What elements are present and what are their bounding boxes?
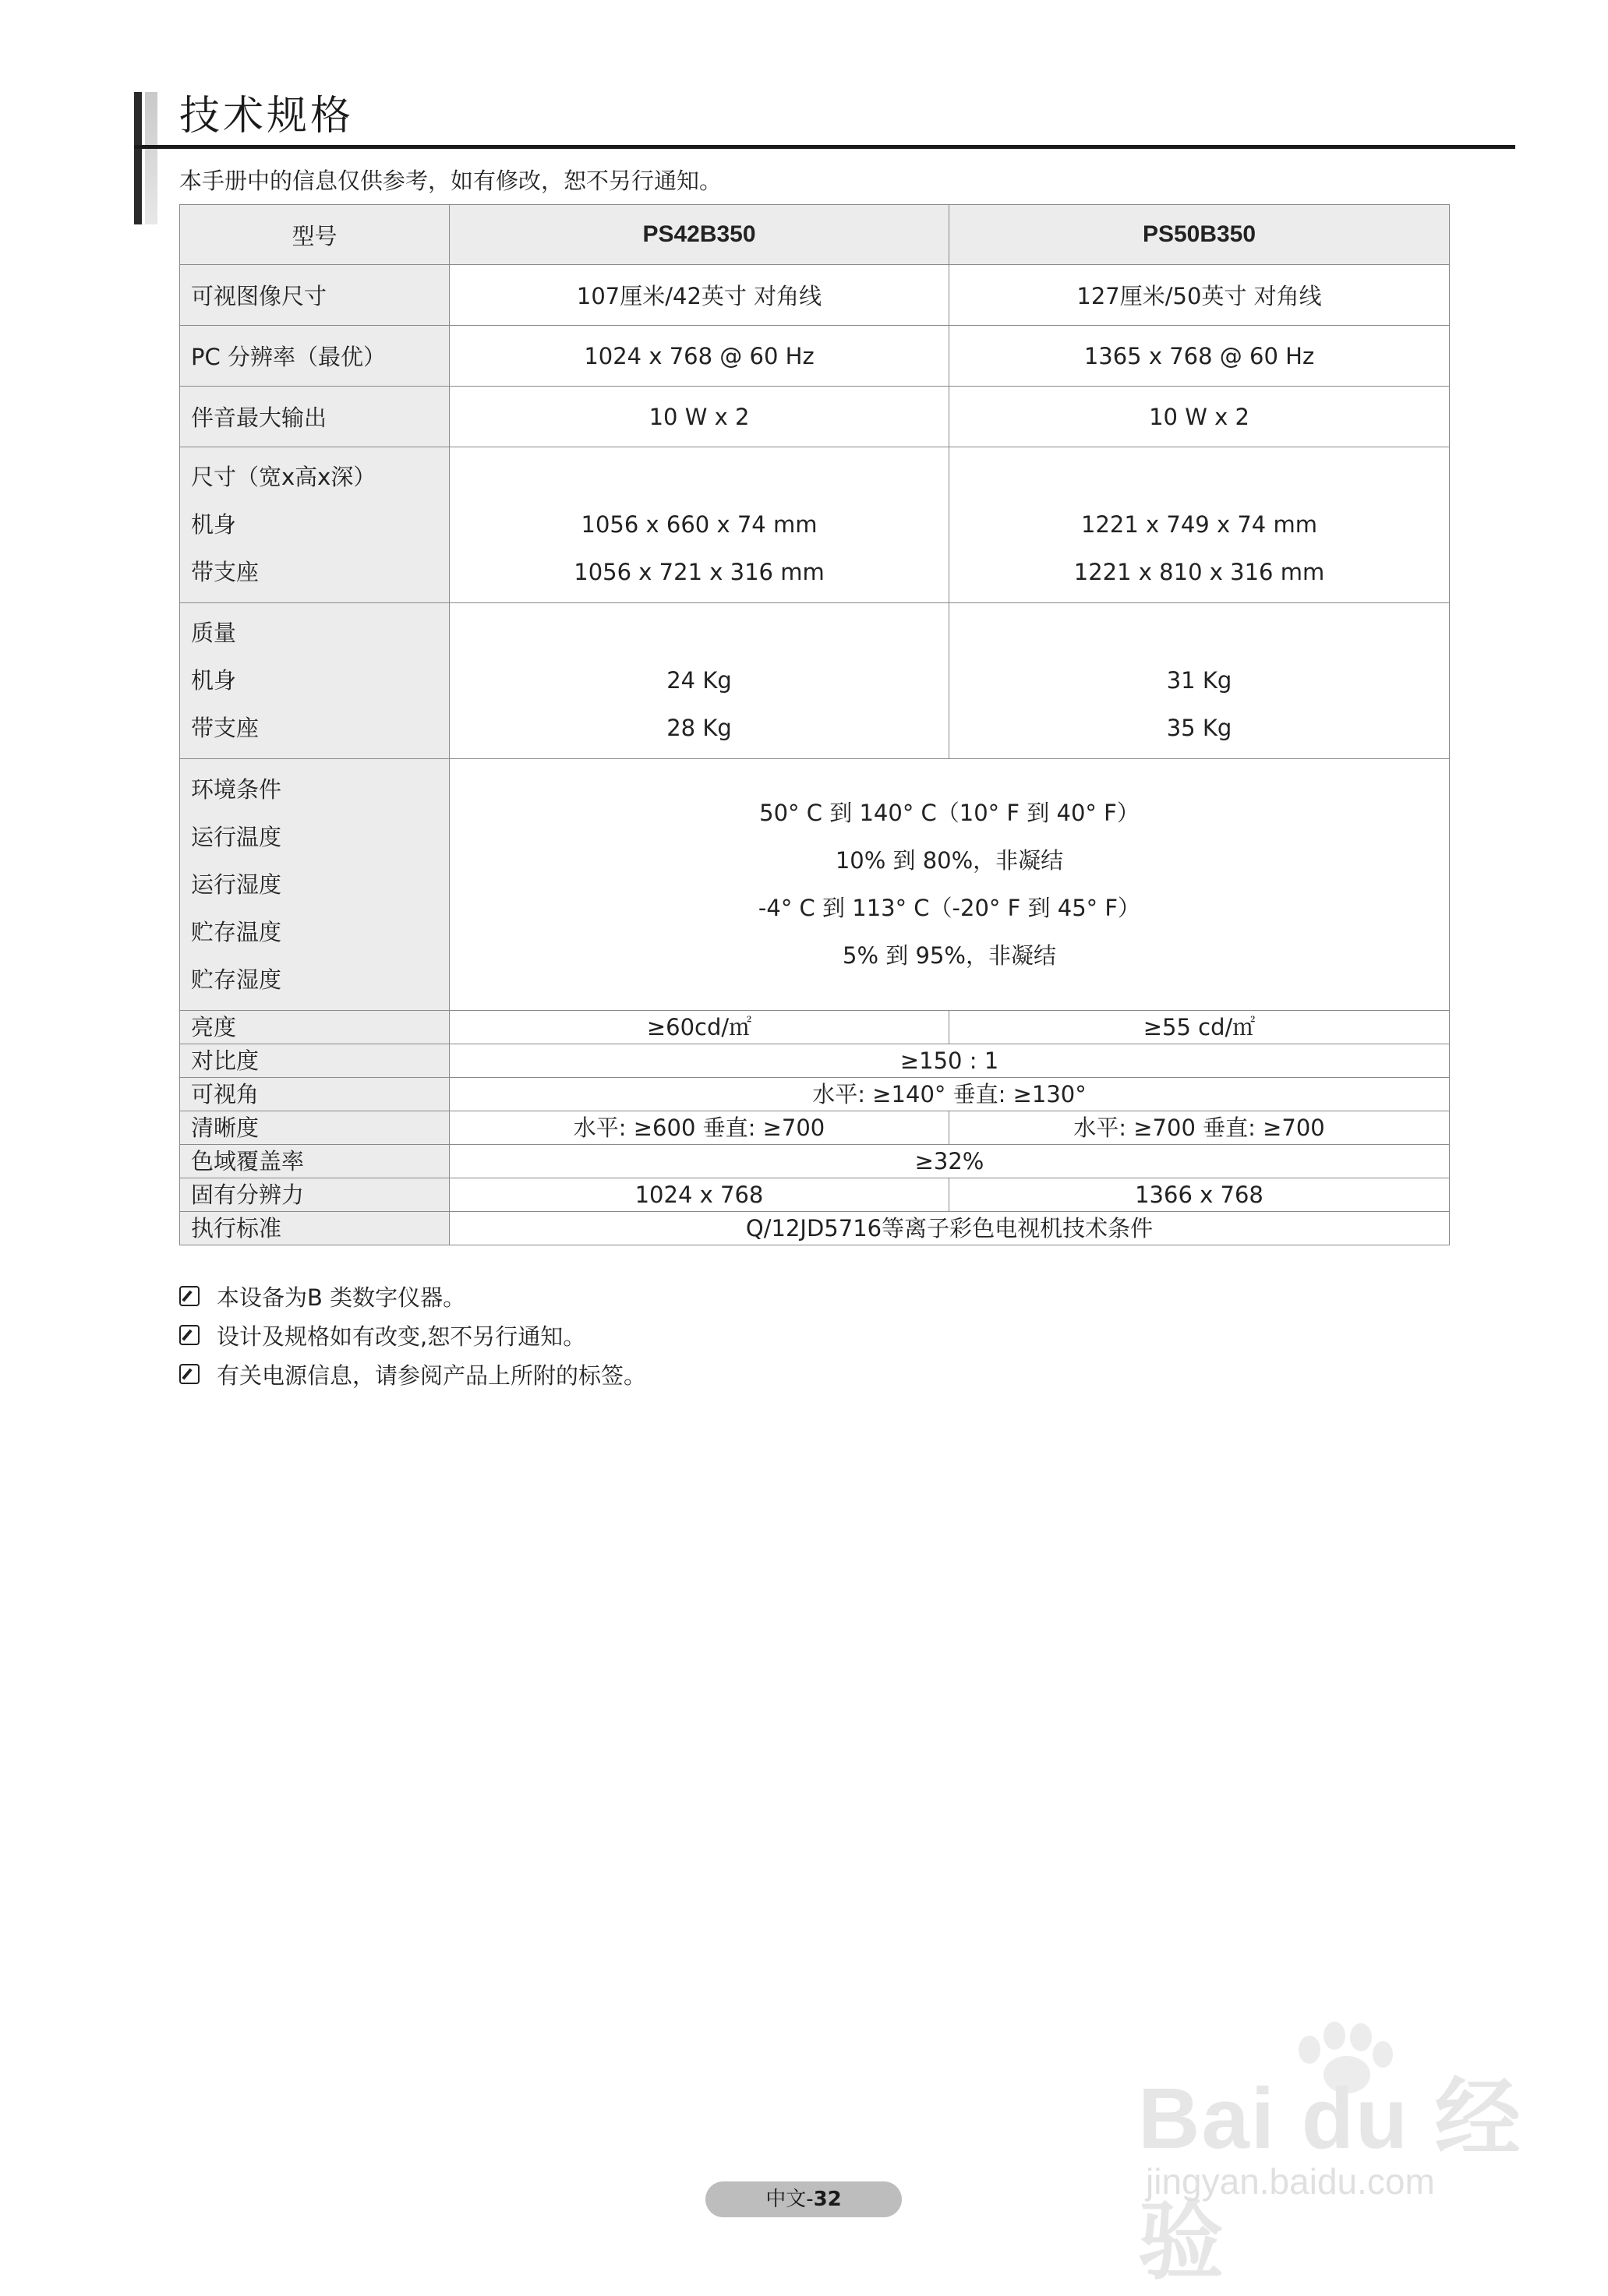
- note-pencil-icon: [179, 1286, 200, 1306]
- cell-a: [450, 447, 949, 603]
- b-body-dims: 1221 x 749 x 74 mm: [1081, 511, 1317, 538]
- table-row: [180, 1178, 1450, 1212]
- table-row: [180, 759, 1450, 1011]
- cell-b: 水平: ≥700 垂直: ≥700: [949, 1111, 1450, 1145]
- page-title: 技术规格: [179, 93, 355, 140]
- note-item: [179, 1277, 646, 1316]
- title-bar-grey: [145, 92, 157, 224]
- storage-humidity-label: 贮存湿度: [191, 966, 282, 993]
- a-stand-weight: 28 Kg: [666, 715, 732, 741]
- table-row: [180, 1011, 1450, 1044]
- cell-a: 水平: ≥600 垂直: ≥700: [450, 1111, 949, 1145]
- table-row: [180, 1111, 1450, 1145]
- cell-ab: ≥150 : 1: [450, 1044, 1450, 1078]
- body-label: 机身: [191, 667, 237, 694]
- a-body-dims: 1056 x 660 x 74 mm: [581, 511, 818, 538]
- cell-b: [949, 447, 1450, 603]
- row-label: PC 分辨率（最优）: [180, 326, 450, 387]
- notes-list: [179, 1277, 646, 1393]
- header-model-a: PS42B350: [450, 205, 949, 265]
- cell-b: 10 W x 2: [949, 387, 1450, 447]
- table-row: [180, 447, 1450, 603]
- op-humidity-value: 10% 到 80%，非凝结: [835, 847, 1064, 874]
- page-prefix: 中文-: [765, 2188, 814, 2211]
- row-label: 可视图像尺寸: [180, 265, 450, 326]
- table-row: [180, 1044, 1450, 1078]
- cell-b: ≥55 cd/㎡: [949, 1011, 1450, 1044]
- row-label: 固有分辨力: [180, 1178, 450, 1212]
- cell-ab: ≥32%: [450, 1145, 1450, 1178]
- a-stand-dims: 1056 x 721 x 316 mm: [574, 559, 825, 585]
- note-pencil-icon: [179, 1364, 200, 1384]
- table-header-row: [180, 205, 1450, 265]
- table-row: [180, 1078, 1450, 1111]
- storage-humidity-value: 5% 到 95%，非凝结: [843, 942, 1056, 969]
- storage-temp-value: -4° C 到 113° C（-20° F 到 45° F）: [758, 895, 1141, 921]
- environment-label: 环境条件: [191, 775, 282, 803]
- row-label: 伴音最大输出: [180, 387, 450, 447]
- note-text: 本设备为B 类数字仪器。: [217, 1284, 466, 1311]
- subtitle: 本手册中的信息仅供参考，如有修改，恕不另行通知。: [179, 168, 723, 194]
- dimensions-label: 尺寸（宽x高x深）: [191, 464, 376, 490]
- cell-a: 1024 x 768: [450, 1178, 949, 1212]
- table-row: [180, 387, 1450, 447]
- stand-label: 带支座: [191, 715, 260, 741]
- op-temp-value: 50° C 到 140° C（10° F 到 40° F）: [759, 800, 1140, 826]
- row-label: [180, 603, 450, 759]
- b-body-weight: 31 Kg: [1166, 667, 1232, 694]
- row-label: 对比度: [180, 1044, 450, 1078]
- table-row: [180, 326, 1450, 387]
- cell-a: [450, 603, 949, 759]
- header-model-b: PS50B350: [949, 205, 1450, 265]
- b-stand-dims: 1221 x 810 x 316 mm: [1073, 559, 1325, 585]
- table-row: [180, 1145, 1450, 1178]
- table-row: [180, 265, 1450, 326]
- storage-temp-label: 贮存温度: [191, 918, 282, 945]
- cell-a: 10 W x 2: [450, 387, 949, 447]
- spec-table: [179, 204, 1450, 1245]
- stand-label: 带支座: [191, 559, 260, 585]
- weight-label: 质量: [191, 620, 237, 646]
- note-text: 设计及规格如有改变,恕不另行通知。: [217, 1323, 586, 1350]
- cell-a: 107厘米/42英寸 对角线: [450, 265, 949, 326]
- cell-b: 127厘米/50英寸 对角线: [949, 265, 1450, 326]
- row-label: [180, 447, 450, 603]
- note-pencil-icon: [179, 1325, 200, 1345]
- row-label: 清晰度: [180, 1111, 450, 1145]
- op-temp-label: 运行温度: [191, 823, 282, 850]
- cell-b: [949, 603, 1450, 759]
- b-stand-weight: 35 Kg: [1166, 715, 1232, 741]
- cell-a: 1024 x 768 @ 60 Hz: [450, 326, 949, 387]
- table-row: [180, 603, 1450, 759]
- header-model-label: 型号: [180, 205, 450, 265]
- page-number: 32: [813, 2188, 842, 2211]
- cell-ab: Q/12JD5716等离子彩色电视机技术条件: [450, 1212, 1450, 1245]
- cell-b: 1365 x 768 @ 60 Hz: [949, 326, 1450, 387]
- watermark-brand: Bai du 经验: [1138, 2071, 1522, 2290]
- watermark-url: jingyan.baidu.com: [1146, 2161, 1435, 2202]
- note-item: [179, 1355, 646, 1393]
- row-label: 可视角: [180, 1078, 450, 1111]
- note-text: 有关电源信息，请参阅产品上所附的标签。: [217, 1362, 647, 1389]
- row-label: 色域覆盖率: [180, 1145, 450, 1178]
- row-label: 执行标准: [180, 1212, 450, 1245]
- title-rule: [134, 145, 1515, 149]
- cell-ab: [450, 759, 1450, 1011]
- body-label: 机身: [191, 511, 237, 538]
- row-label: [180, 759, 450, 1011]
- row-label: 亮度: [180, 1011, 450, 1044]
- note-item: [179, 1316, 646, 1355]
- title-bar-dark: [134, 92, 142, 224]
- cell-a: ≥60cd/㎡: [450, 1011, 949, 1044]
- cell-b: 1366 x 768: [949, 1178, 1450, 1212]
- table-row: [180, 1212, 1450, 1245]
- a-body-weight: 24 Kg: [666, 667, 732, 694]
- op-humidity-label: 运行湿度: [191, 871, 282, 898]
- page-number-pill: [705, 2181, 902, 2217]
- cell-ab: 水平: ≥140° 垂直: ≥130°: [450, 1078, 1450, 1111]
